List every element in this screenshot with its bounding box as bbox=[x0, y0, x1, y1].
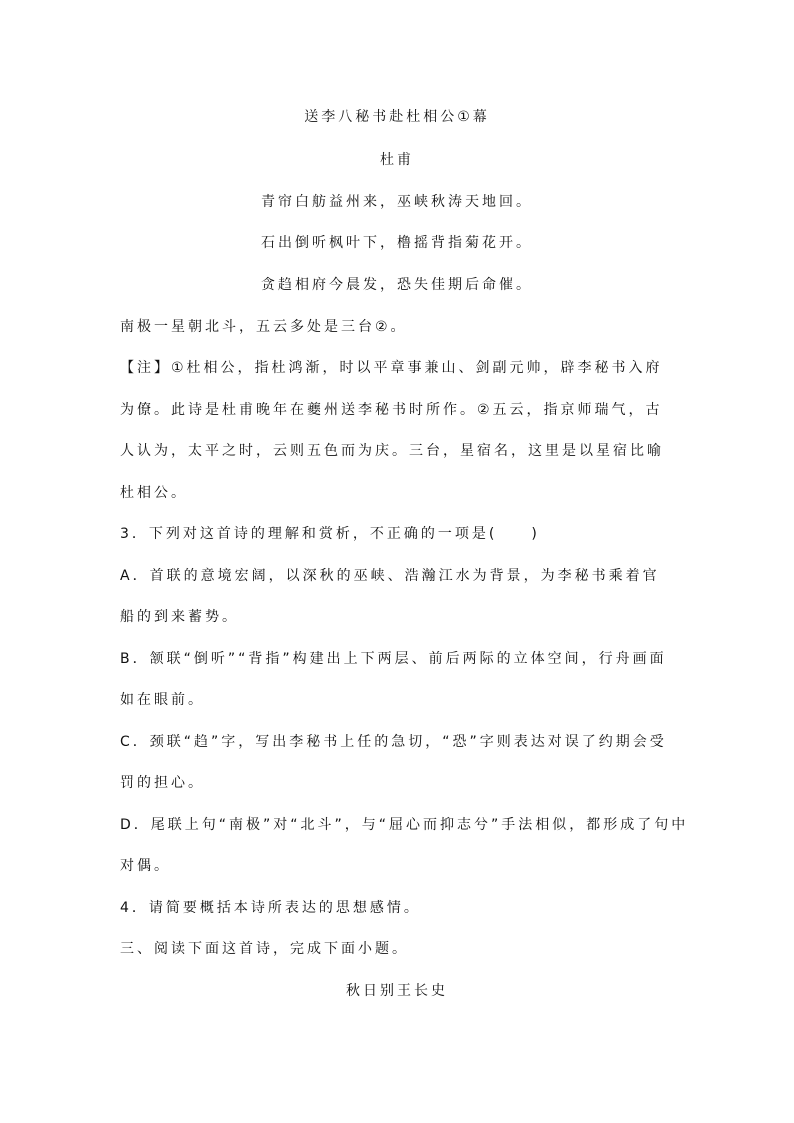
option-a-cont: 船的到来蓄势。 bbox=[120, 609, 239, 625]
option-b-cont: 如在眼前。 bbox=[120, 692, 205, 708]
note-line: 杜相公。 bbox=[120, 485, 188, 501]
note-line: 人认为，太平之时，云则五色而为庆。三台，星宿名，这里是以星宿比喻 bbox=[120, 443, 664, 459]
option-d-cont: 对偶。 bbox=[120, 858, 171, 874]
poem-2-title: 秋日别王长史 bbox=[346, 983, 448, 999]
question-3-stem: 3．下列对这首诗的理解和赏析，不正确的一项是( ) bbox=[120, 526, 540, 542]
poem-author: 杜甫 bbox=[380, 152, 414, 168]
poem-line: 青帘白舫益州来，巫峡秋涛天地回。 bbox=[261, 194, 533, 210]
option-d: D．尾联上句“南极”对“北斗”，与“屈心而抑志兮”手法相似，都形成了句中 bbox=[120, 817, 689, 833]
poem-line: 贪趋相府今晨发，恐失佳期后命催。 bbox=[261, 277, 533, 293]
poem-line: 石出倒听枫叶下，橹摇背指菊花开。 bbox=[261, 235, 533, 251]
option-c-cont: 罚的担心。 bbox=[120, 775, 205, 791]
question-4: 4．请简要概括本诗所表达的思想感情。 bbox=[120, 900, 421, 916]
section-heading: 三、阅读下面这首诗，完成下面小题。 bbox=[120, 941, 409, 957]
poem-line: 南极一星朝北斗，五云多处是三台②。 bbox=[120, 319, 408, 335]
note-line: 为僚。此诗是杜甫晚年在夔州送李秘书时所作。②五云，指京师瑞气，古 bbox=[120, 402, 663, 418]
option-a: A．首联的意境宏阔，以深秋的巫峡、浩瀚江水为背景，为李秘书乘着官 bbox=[120, 568, 660, 584]
poem-title: 送李八秘书赴杜相公①幕 bbox=[304, 109, 490, 125]
option-b: B．颔联“倒听”“背指”构建出上下两层、前后两际的立体空间，行舟画面 bbox=[120, 651, 667, 667]
option-c: C．颈联“趋”字，写出李秘书上任的急切，“恐”字则表达对误了约期会受 bbox=[120, 734, 667, 750]
note-line: 【注】①杜相公，指杜鸿渐，时以平章事兼山、剑副元帅，辟李秘书入府 bbox=[120, 360, 663, 376]
